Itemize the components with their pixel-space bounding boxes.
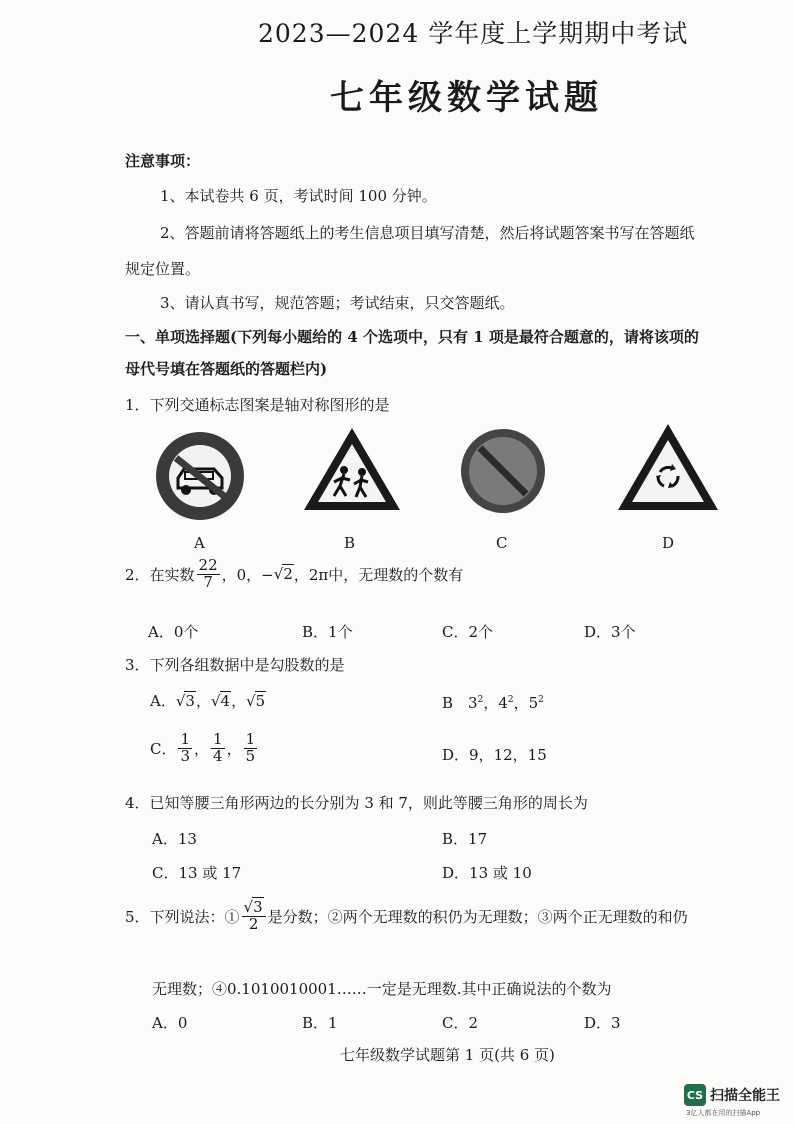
q4-option-a: A．13 <box>152 830 197 848</box>
notes-item-2-cont: 规定位置。 <box>125 260 201 278</box>
q3-a-sqrt-1: √3 <box>175 692 195 710</box>
exam-title: 2023—2024 学年度上学期期中考试 <box>258 19 689 48</box>
q5-fraction-radicand: 3 <box>253 898 263 916</box>
q3-option-b: B $3^2$，$4^2$，$5^2$ <box>442 694 544 712</box>
q2-option-a: A．0个 <box>148 623 199 641</box>
q5-option-a: A．0 <box>152 1014 188 1032</box>
section1-heading: 一、单项选择题(下列每小题给的 4 个选项中，只有 1 项是最符合题意的，请将该项的 <box>125 328 699 346</box>
q1-option-d: D <box>662 534 675 552</box>
q2-option-c: C．2个 <box>442 623 494 641</box>
q3-option-d: D．9，12，15 <box>442 746 547 764</box>
children-crossing-sign-icon <box>300 424 404 514</box>
q3-c-frac-1: $\frac{1}{3}$ <box>180 730 191 765</box>
q3-c-frac-3: $\frac{1}{5}$ <box>245 730 256 765</box>
notes-item-2: 2、答题前请将答题纸上的考生信息项目填写清楚，然后将试题答案书写在答题纸 <box>160 224 695 242</box>
q1-option-c: C <box>496 534 508 552</box>
q5-option-c: C．2 <box>442 1014 479 1032</box>
notes-item-3: 3、请认真书写，规范答题；考试结束，只交答题纸。 <box>160 294 515 312</box>
notes-item-1: 1、本试卷共 6 页，考试时间 100 分钟。 <box>160 187 437 205</box>
q2-fraction-den: 7 <box>203 572 213 591</box>
section1-heading-cont: 母代号填在答题纸的答题栏内) <box>125 360 328 378</box>
camscanner-logo-icon: CS <box>684 1084 706 1106</box>
q2-stem-suffix: ，2π中，无理数的个数有 <box>293 565 464 584</box>
q4-option-b: B．17 <box>442 830 488 848</box>
page-footer: 七年级数学试题第 1 页(共 6 页) <box>340 1046 555 1064</box>
roundabout-sign-icon <box>614 420 722 514</box>
notes-heading: 注意事项： <box>125 152 201 170</box>
no-overtaking-sign-icon <box>152 428 248 524</box>
q3-a-sqrt-3: √5 <box>246 692 266 710</box>
q4-stem: 4．已知等腰三角形两边的长分别为 3 和 7，则此等腰三角形的周长为 <box>125 794 588 812</box>
q5-stem-line2: 无理数；④0.1010010001……一定是无理数.其中正确说法的个数为 <box>152 980 612 998</box>
q3-option-a: A．√3，√4，√5 <box>150 692 266 710</box>
q3-stem: 3．下列各组数据中是勾股数的是 <box>125 656 345 674</box>
q2-fraction <box>197 558 220 591</box>
q2-stem-prefix: 2．在实数 <box>125 565 195 584</box>
q5-fraction: $\frac{√3}{2}$ <box>242 900 266 933</box>
q5-option-b: B．1 <box>302 1014 338 1032</box>
q4-option-d: D．13 或 10 <box>442 864 532 882</box>
paper-title: 七年级数学试题 <box>330 78 603 118</box>
q5-fraction-den: 2 <box>248 914 259 933</box>
q3-a-sqrt-2: √4 <box>210 692 231 710</box>
q1-option-b: B <box>344 534 356 552</box>
q2-stem-mid: ，0，− <box>221 565 274 584</box>
q2-option-b: B．1个 <box>302 623 353 641</box>
q3-c-frac-2: $\frac{1}{4}$ <box>213 730 223 765</box>
q1-stem: 1．下列交通标志图案是轴对称图形的是 <box>125 396 390 414</box>
q2-sqrt: √2 <box>273 565 293 584</box>
q5-stem-prefix: 5．下列说法：① <box>125 907 240 926</box>
q2-fraction-num: 22 <box>198 556 218 574</box>
q3-option-c: C． $\frac{1}{3}$ ， $\frac{1}{4}$ ， $\frac{1}{5}$ <box>150 730 256 765</box>
no-parking-sign-icon <box>458 426 548 516</box>
q5-stem-suffix: 是分数；②两个无理数的积仍为无理数；③两个正无理数的和仍 <box>267 907 688 926</box>
q2-sqrt-radicand: 2 <box>283 565 293 584</box>
q1-option-a: A <box>194 534 205 552</box>
q2-option-d: D．3个 <box>584 623 636 641</box>
q4-option-c: C．13 或 17 <box>152 864 242 882</box>
q5-stem <box>125 900 688 933</box>
q5-option-d: D．3 <box>584 1014 621 1032</box>
watermark-tagline: 3亿人都在用的扫描App <box>686 1109 761 1117</box>
watermark-app-name: 扫描全能王 <box>710 1088 780 1104</box>
q2-stem <box>125 558 463 591</box>
